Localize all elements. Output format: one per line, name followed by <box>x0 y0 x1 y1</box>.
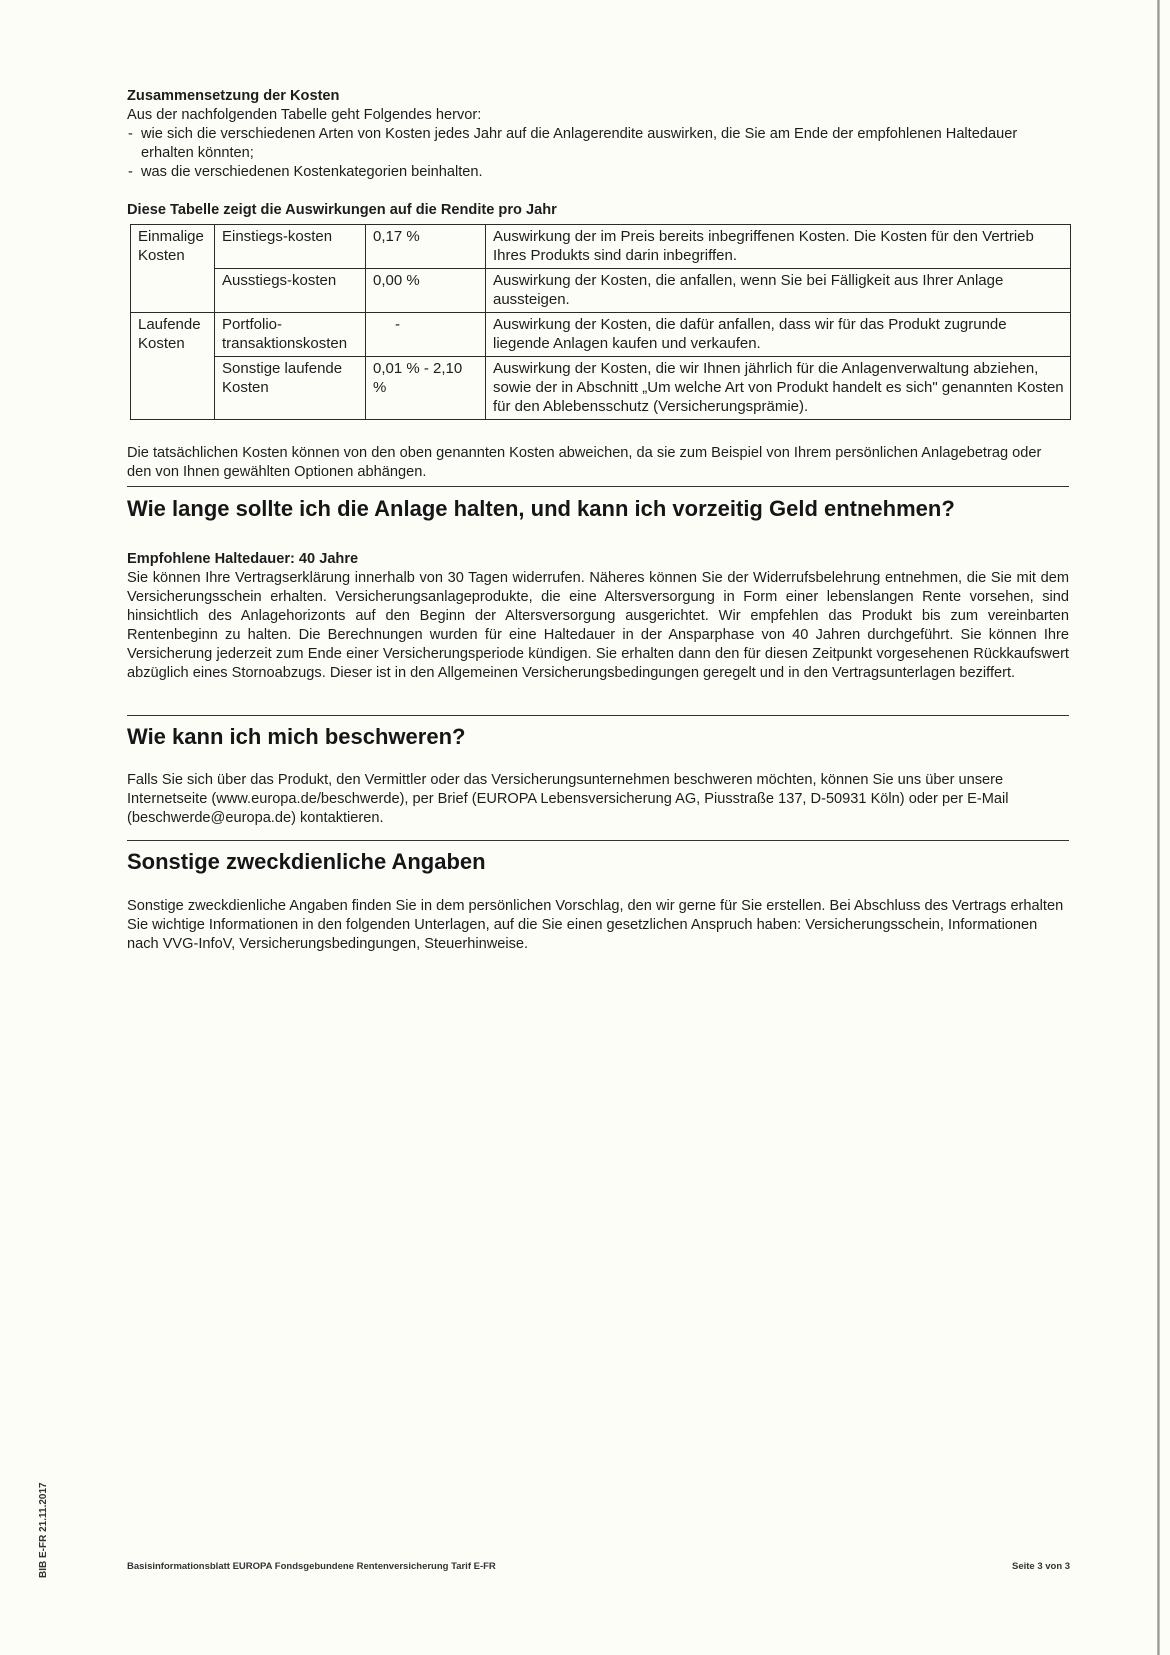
cost-description: Auswirkung der Kosten, die wir Ihnen jährlich für die Anlagenverwaltung abziehen, sowie der in Abschnitt „Um welche Art von Produkt handelt es sich" genannten Kosten für den Ablebensschutz (Versicherungsprämie). <box>486 357 1071 420</box>
cost-value: 0,17 % <box>366 225 486 269</box>
cost-value-cell <box>366 313 486 357</box>
page-number: Seite 3 von 3 <box>1012 1561 1071 1572</box>
scan-edge-shadow <box>1157 0 1160 1655</box>
cost-type: Ausstiegs-kosten <box>215 269 366 313</box>
complaint-section-heading: Wie kann ich mich beschweren? <box>127 724 466 749</box>
costs-bullet-list <box>127 125 1069 182</box>
bullet-item: - wie sich die verschiedenen Arten von Kosten jedes Jahr auf die Anlagerendite auswirken, die Sie am Ende der empfohlenen Haltedauer erhalten könnten; <box>127 125 1069 163</box>
cost-value: 0,01 % - 2,10 % <box>366 357 486 420</box>
cost-type: Sonstige laufende Kosten <box>215 357 366 420</box>
cost-type: Portfolio-transaktionskosten <box>215 313 366 357</box>
costs-table <box>130 224 1071 420</box>
cost-value: - <box>395 316 400 333</box>
document-code: BIB E-FR 21.11.2017 <box>38 1482 49 1578</box>
table-caption: Diese Tabelle zeigt die Auswirkungen auf die Rendite pro Jahr <box>127 202 557 218</box>
section-divider <box>127 840 1069 841</box>
section-divider <box>127 486 1069 487</box>
other-section-heading: Sonstige zweckdienliche Angaben <box>127 849 486 874</box>
group-label: Laufende Kosten <box>131 313 215 420</box>
cost-description: Auswirkung der Kosten, die dafür anfallen, dass wir für das Produkt zugrunde liegende Anlagen kaufen und verkaufen. <box>486 313 1071 357</box>
table-row <box>131 313 1071 357</box>
costs-section-title: Zusammensetzung der Kosten <box>127 88 340 104</box>
footer-document-title: Basisinformationsblatt EUROPA Fondsgebundene Rentenversicherung Tarif E-FR <box>127 1561 496 1572</box>
group-label: Einmalige Kosten <box>131 225 215 313</box>
section-divider <box>127 715 1069 716</box>
holding-section-body: Sie können Ihre Vertragserklärung innerhalb von 30 Tagen widerrufen. Näheres können Sie der Widerrufsbelehrung entnehmen, die Sie mit dem Versicherungsschein erhalten. Versicherungsanlageprodukte, die eine Altersversorgung in Form einer lebenslangen Rente vorsehen, sind hinsichtlich des Anlagehorizonts auf den Beginn der Altersversorgung ausgerichtet. Wir empfehlen das Produkt bis zum vereinbarten Rentenbeginn zu halten. Die Berechnungen wurden für eine Haltedauer in der Ansparphase von 40 Jahren durchgeführt. Sie können Ihre Versicherung jederzeit zum Ende einer Versicherungsperiode kündigen. Sie erhalten dann den für diesen Zeitpunkt vorgesehenen Rückkaufswert abzüglich eines Stornoabzugs. Dieser ist in den Allgemeinen Versicherungsbedingungen geregelt und in den Vertragsunterlagen beziffert. <box>127 570 1069 681</box>
holding-period: Empfohlene Haltedauer: 40 Jahre <box>127 551 359 567</box>
cost-value: 0,00 % <box>366 269 486 313</box>
cost-description: Auswirkung der im Preis bereits inbegriffenen Kosten. Die Kosten für den Vertrieb Ihres Produkts sind darin inbegriffen. <box>486 225 1071 269</box>
complaint-section-body: Falls Sie sich über das Produkt, den Vermittler oder das Versicherungsunternehmen beschweren möchten, können Sie uns über unsere Internetseite (www.europa.de/beschwerde), per Brief (EUROPA Lebensversicherung AG, Piusstraße 137, D-50931 Köln) oder per E-Mail (beschwerde@europa.de) kontaktieren. <box>127 772 1009 826</box>
holding-section-heading: Wie lange sollte ich die Anlage halten, und kann ich vorzeitig Geld entnehmen? <box>127 496 955 521</box>
table-row <box>131 269 1071 313</box>
table-row <box>131 357 1071 420</box>
costs-note: Die tatsächlichen Kosten können von den oben genannten Kosten abweichen, da sie zum Beispiel von Ihrem persönlichen Anlagebetrag oder den von Ihnen gewählten Optionen abhängen. <box>127 445 1042 480</box>
table-row <box>131 225 1071 269</box>
costs-section-lead: Aus der nachfolgenden Tabelle geht Folgendes hervor: <box>127 107 482 123</box>
cost-description: Auswirkung der Kosten, die anfallen, wenn Sie bei Fälligkeit aus Ihrer Anlage aussteigen. <box>486 269 1071 313</box>
cost-type: Einstiegs-kosten <box>215 225 366 269</box>
other-section-body: Sonstige zweckdienliche Angaben finden Sie in dem persönlichen Vorschlag, den wir gerne für Sie erstellen. Bei Abschluss des Vertrags erhalten Sie wichtige Informationen in den folgenden Unterlagen, auf die Sie einen gesetzlichen Anspruch haben: Versicherungsschein, Informationen nach VVG-InfoV, Versicherungsbedingungen, Steuerhinweise. <box>127 898 1064 952</box>
bullet-item: - was die verschiedenen Kostenkategorien beinhalten. <box>127 163 1069 182</box>
